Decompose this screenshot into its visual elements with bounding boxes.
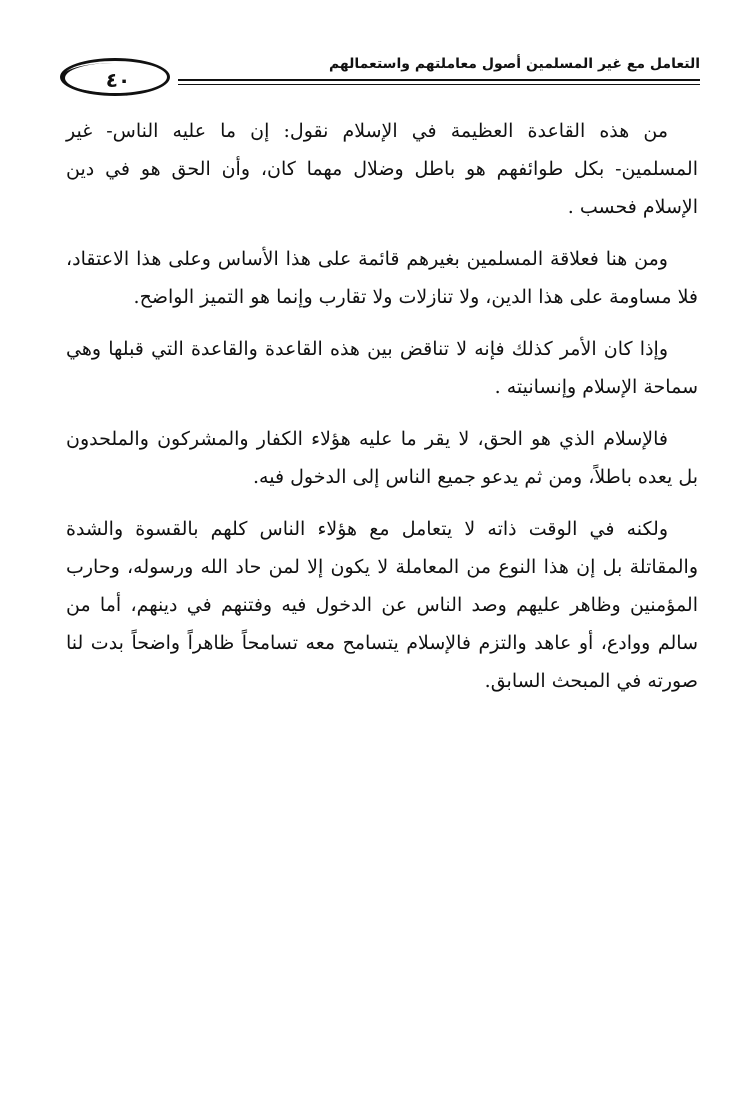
page-number: ٤٠ [105,68,131,92]
header-rule [178,79,700,81]
paragraph-3: وإذا كان الأمر كذلك فإنه لا تناقض بين هذه القاعدة والقاعدة التي قبلها وهي سماحة الإسلام وإنسانيته . [66,338,698,398]
paragraph-2: ومن هنا فعلاقة المسلمين بغيرهم قائمة على هذا الأساس وعلى هذا الاعتقاد، فلا مساومة على هذا الدين، ولا تنازلات ولا تقارب وإنما هو التميز الواضح. [66,248,698,308]
page-number-frame [60,58,170,96]
page-header [60,52,700,100]
body-text [66,112,698,714]
paragraph-1: من هذه القاعدة العظيمة في الإسلام نقول: إن ما عليه الناس- غير المسلمين- بكل طوائفهم هو باطل وضلال مهما كان، وأن الحق هو في دين الإسلام فحسب . [66,120,698,218]
paragraph-5: ولكنه في الوقت ذاته لا يتعامل مع هؤلاء الناس كلهم بالقسوة والشدة والمقاتلة بل إن هذا النوع من المعاملة لا يكون إلا لمن حاد الله ورسوله، وحارب المؤمنين وظاهر عليهم وصد الناس عن الدخول فيه وفتنهم في دينهم، أما من سالم ووادع، أو عاهد والتزم فالإسلام يتسامح معه تسامحاً ظاهراً واضحاً بدت لنا صورته في المبحث السابق. [66,518,698,692]
running-title: التعامل مع غير المسلمين أصول معاملتهم واستعمالهم [328,56,700,72]
header-rule-thin [178,84,700,85]
paragraph-4: فالإسلام الذي هو الحق، لا يقر ما عليه هؤلاء الكفار والمشركون والملحدون بل يعده باطلاً، ومن ثم يدعو جميع الناس إلى الدخول فيه. [66,428,698,488]
